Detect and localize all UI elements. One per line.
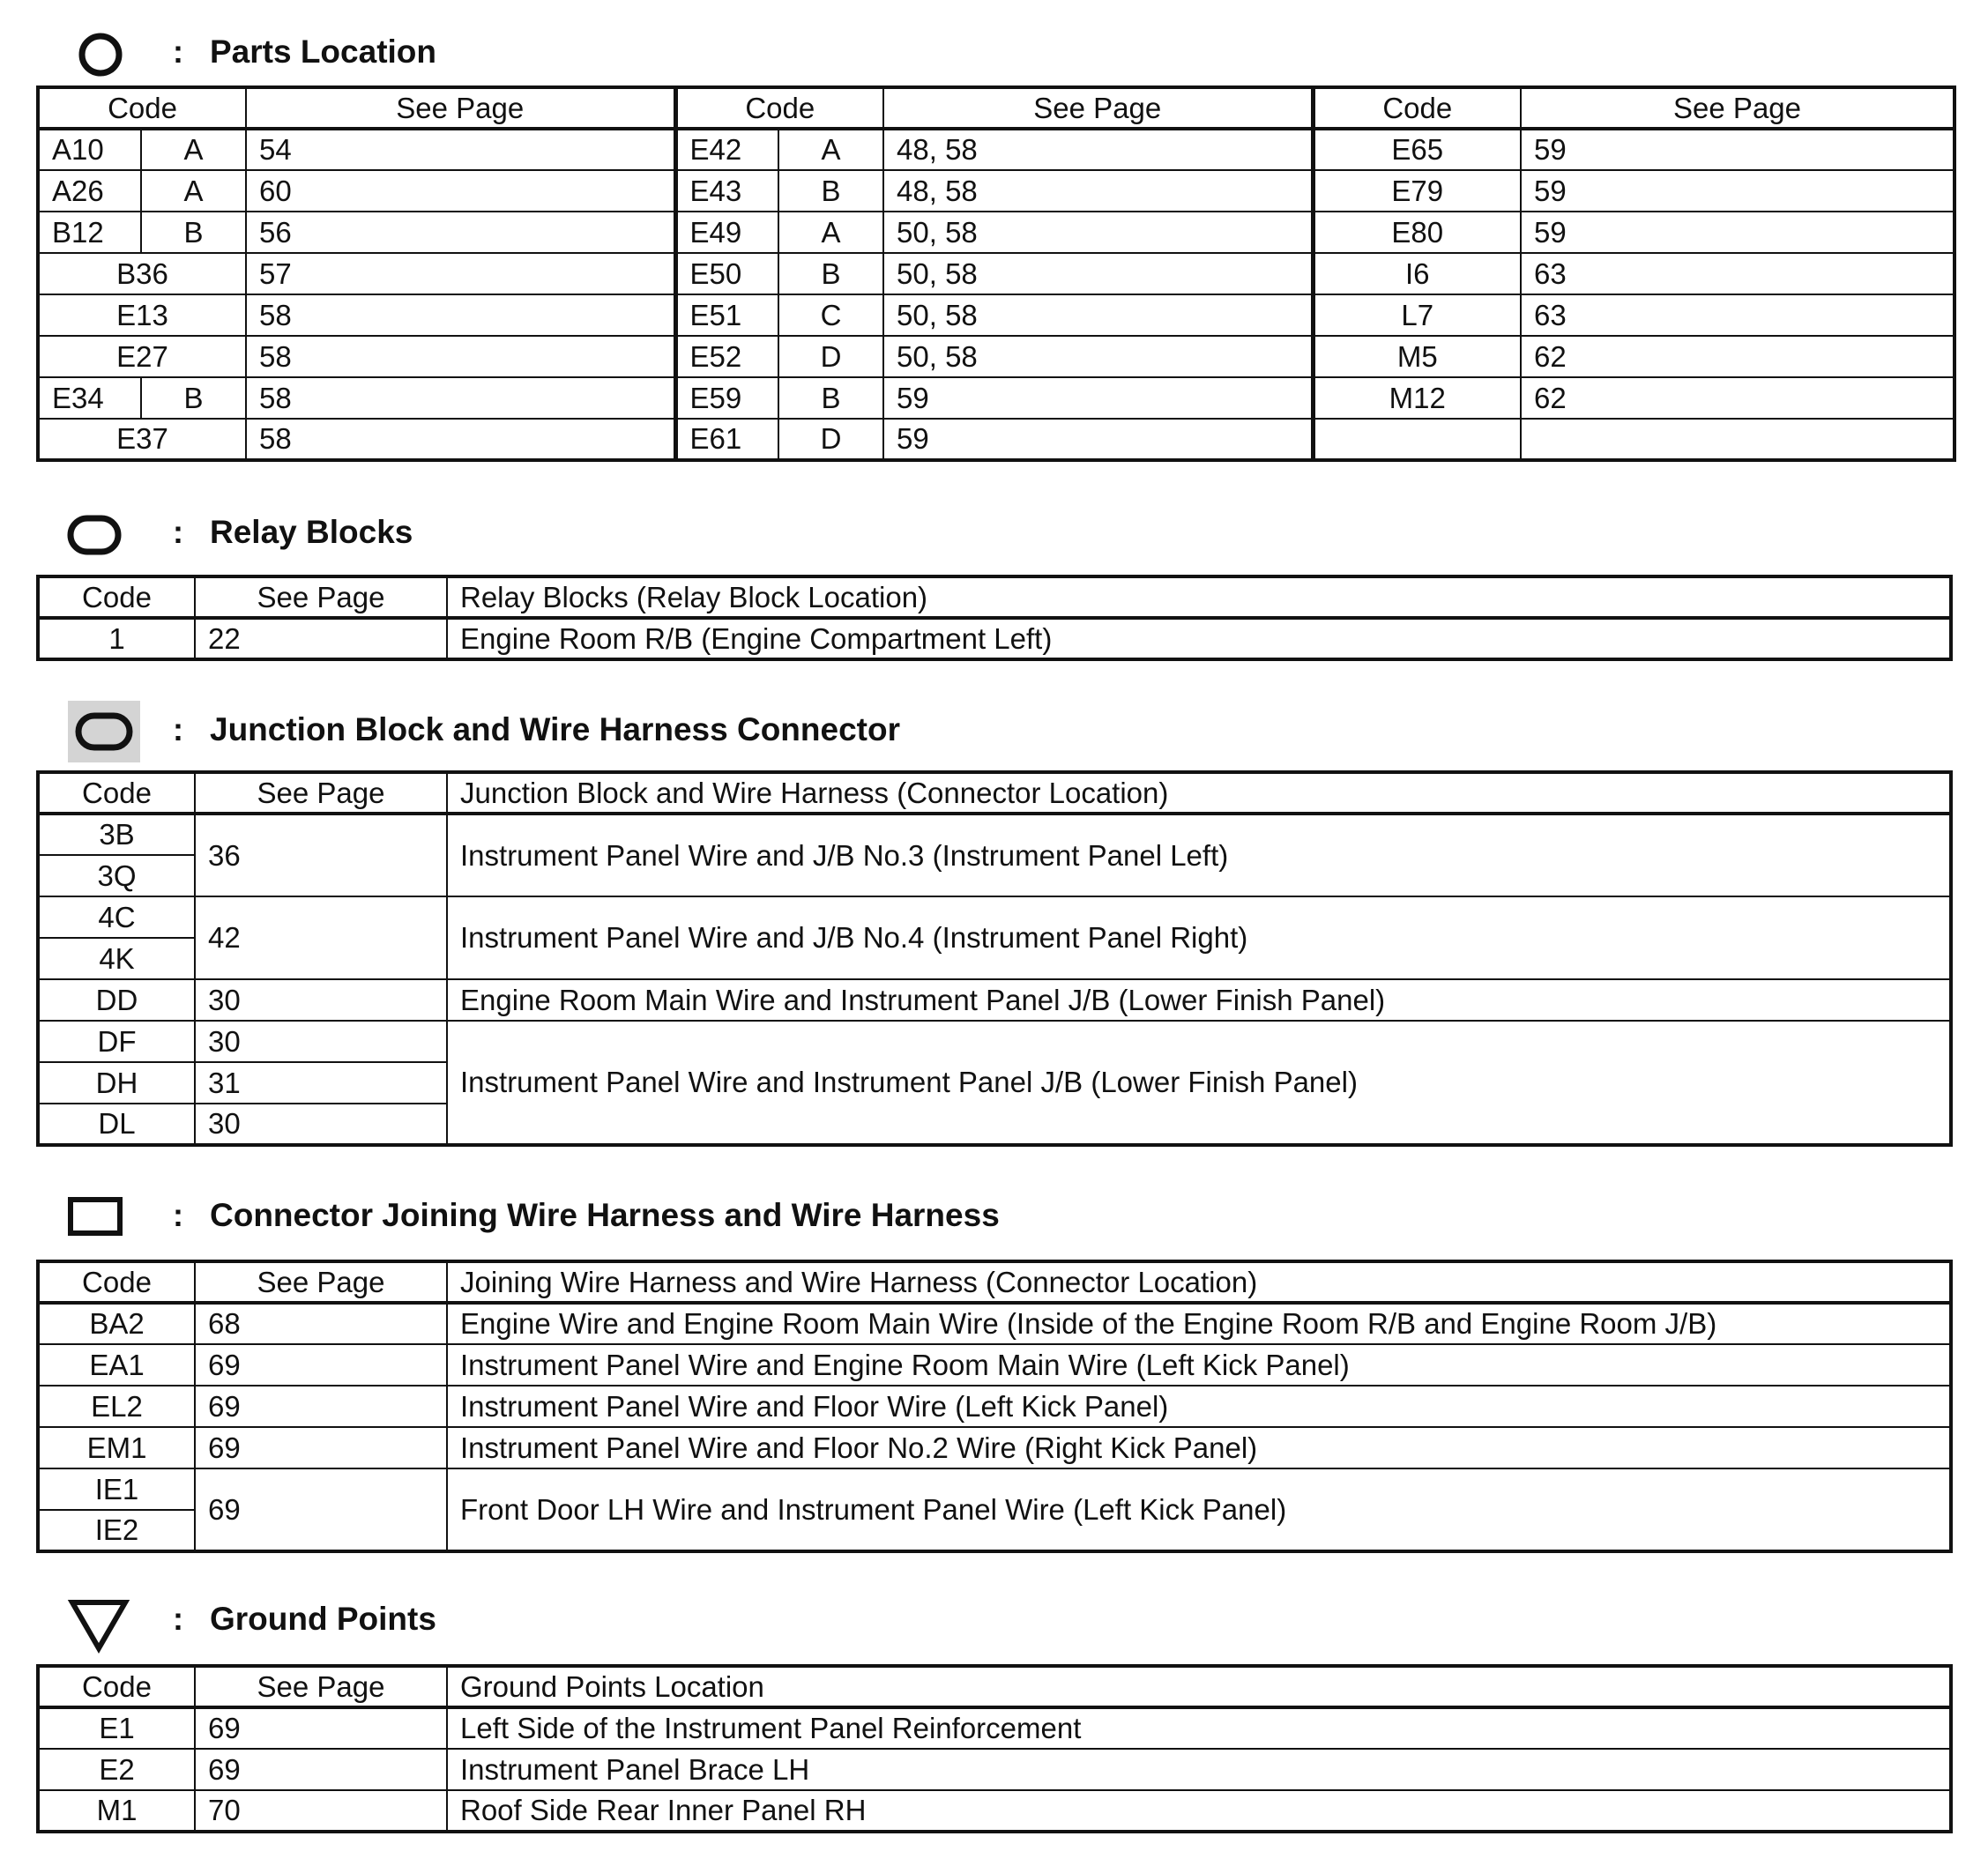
header-code: Code <box>38 772 195 814</box>
sub-cell: A <box>778 129 883 170</box>
code-cell: EA1 <box>38 1344 195 1386</box>
code-cell: B36 <box>38 253 246 294</box>
relay-blocks-table <box>36 575 1953 661</box>
table-row <box>38 896 1951 938</box>
description-cell: Engine Room R/B (Engine Compartment Left) <box>447 618 1951 659</box>
circle-icon <box>76 30 125 79</box>
code-cell: E65 <box>1313 129 1521 170</box>
code-cell: E34 <box>38 377 141 419</box>
connector-joining-header <box>0 1190 1988 1243</box>
code-cell <box>1313 419 1521 460</box>
page-cell: 48, 58 <box>883 170 1313 212</box>
page-cell: 58 <box>246 336 675 377</box>
section-title: Ground Points <box>210 1601 436 1637</box>
description-cell: Front Door LH Wire and Instrument Panel Wire (Left Kick Panel) <box>447 1468 1951 1551</box>
table-row <box>38 979 1951 1021</box>
page-cell: 69 <box>195 1427 447 1468</box>
page-cell: 58 <box>246 377 675 419</box>
page-cell: 42 <box>195 896 447 979</box>
description-cell: Instrument Panel Wire and Engine Room Main Wire (Left Kick Panel) <box>447 1344 1951 1386</box>
page-cell: 69 <box>195 1468 447 1551</box>
square-icon <box>67 1195 125 1239</box>
page-cell: 69 <box>195 1344 447 1386</box>
section-colon: : <box>173 33 183 70</box>
code-cell: E61 <box>675 419 778 460</box>
page-cell <box>1521 419 1954 460</box>
page-cell: 63 <box>1521 294 1954 336</box>
page-cell: 63 <box>1521 253 1954 294</box>
header-code: Code <box>38 1666 195 1707</box>
code-cell: M1 <box>38 1790 195 1832</box>
description-cell: Instrument Panel Wire and Floor No.2 Wire (Right Kick Panel) <box>447 1427 1951 1468</box>
header-see-page: See Page <box>195 1261 447 1303</box>
description-cell: Instrument Panel Wire and Instrument Panel J/B (Lower Finish Panel) <box>447 1021 1951 1145</box>
page-cell: 59 <box>883 419 1313 460</box>
code-cell: DF <box>38 1021 195 1062</box>
table-row <box>38 170 1954 212</box>
code-cell: 4C <box>38 896 195 938</box>
code-cell: 3Q <box>38 855 195 896</box>
code-cell: M12 <box>1313 377 1521 419</box>
code-cell: BA2 <box>38 1303 195 1344</box>
code-cell: 4K <box>38 938 195 979</box>
table-row <box>38 1790 1951 1832</box>
table-row <box>38 212 1954 253</box>
header-code: Code <box>1313 87 1521 129</box>
header-description: Junction Block and Wire Harness (Connector Location) <box>447 772 1951 814</box>
code-cell: E37 <box>38 419 246 460</box>
code-cell: E51 <box>675 294 778 336</box>
code-cell: 1 <box>38 618 195 659</box>
junction-block-header <box>0 701 1988 754</box>
header-see-page: See Page <box>195 772 447 814</box>
table-row <box>38 419 1954 460</box>
page-cell: 48, 58 <box>883 129 1313 170</box>
description-cell: Instrument Panel Brace LH <box>447 1749 1951 1790</box>
page-cell: 54 <box>246 129 675 170</box>
section-colon: : <box>173 711 183 747</box>
table-row <box>38 377 1954 419</box>
code-cell: E13 <box>38 294 246 336</box>
sub-cell: B <box>778 377 883 419</box>
description-cell: Engine Room Main Wire and Instrument Panel J/B (Lower Finish Panel) <box>447 979 1951 1021</box>
connector-joining-table <box>36 1260 1953 1553</box>
code-cell: E80 <box>1313 212 1521 253</box>
page-cell: 69 <box>195 1707 447 1749</box>
table-row <box>38 1749 1951 1790</box>
ground-points-table <box>36 1664 1953 1833</box>
header-code: Code <box>675 87 883 129</box>
sub-cell: A <box>141 129 246 170</box>
code-cell: E59 <box>675 377 778 419</box>
table-row <box>38 1707 1951 1749</box>
page-cell: 30 <box>195 1104 447 1145</box>
code-cell: DL <box>38 1104 195 1145</box>
code-cell: DH <box>38 1062 195 1104</box>
page-cell: 59 <box>1521 212 1954 253</box>
description-cell: Left Side of the Instrument Panel Reinforcement <box>447 1707 1951 1749</box>
header-description: Ground Points Location <box>447 1666 1951 1707</box>
page-cell: 58 <box>246 294 675 336</box>
header-description: Relay Blocks (Relay Block Location) <box>447 576 1951 618</box>
code-cell: E52 <box>675 336 778 377</box>
section-title: Relay Blocks <box>210 514 413 550</box>
header-see-page: See Page <box>195 576 447 618</box>
page-cell: 70 <box>195 1790 447 1832</box>
table-row <box>38 1344 1951 1386</box>
code-cell: B12 <box>38 212 141 253</box>
page-cell: 57 <box>246 253 675 294</box>
page-cell: 56 <box>246 212 675 253</box>
sub-cell: B <box>141 212 246 253</box>
description-cell: Roof Side Rear Inner Panel RH <box>447 1790 1951 1832</box>
page-cell: 59 <box>1521 170 1954 212</box>
page-cell: 30 <box>195 1021 447 1062</box>
sub-cell: B <box>141 377 246 419</box>
section-title: Connector Joining Wire Harness and Wire Harness <box>210 1197 1000 1233</box>
table-row <box>38 294 1954 336</box>
relay-blocks-header <box>0 507 1988 560</box>
header-see-page: See Page <box>195 1666 447 1707</box>
code-cell: E42 <box>675 129 778 170</box>
header-see-page: See Page <box>883 87 1313 129</box>
table-row <box>38 814 1951 855</box>
description-cell: Instrument Panel Wire and J/B No.4 (Instrument Panel Right) <box>447 896 1951 979</box>
parts-location-header <box>0 26 1988 79</box>
page-cell: 62 <box>1521 336 1954 377</box>
code-cell: 3B <box>38 814 195 855</box>
section-colon: : <box>173 1197 183 1233</box>
sub-cell: D <box>778 336 883 377</box>
code-cell: E79 <box>1313 170 1521 212</box>
code-cell: E49 <box>675 212 778 253</box>
page-cell: 31 <box>195 1062 447 1104</box>
page-cell: 22 <box>195 618 447 659</box>
header-code: Code <box>38 1261 195 1303</box>
page-cell: 59 <box>1521 129 1954 170</box>
table-row <box>38 1021 1951 1062</box>
page-cell: 59 <box>883 377 1313 419</box>
table-row <box>38 1468 1951 1510</box>
code-cell: I6 <box>1313 253 1521 294</box>
section-colon: : <box>173 514 183 550</box>
description-cell: Instrument Panel Wire and Floor Wire (Left Kick Panel) <box>447 1386 1951 1427</box>
page-cell: 60 <box>246 170 675 212</box>
sub-cell: A <box>141 170 246 212</box>
section-title: Junction Block and Wire Harness Connector <box>210 711 900 747</box>
page-cell: 36 <box>195 814 447 896</box>
page-cell: 50, 58 <box>883 253 1313 294</box>
code-cell: IE1 <box>38 1468 195 1510</box>
sub-cell: B <box>778 253 883 294</box>
code-cell: E1 <box>38 1707 195 1749</box>
code-cell: DD <box>38 979 195 1021</box>
page-cell: 69 <box>195 1749 447 1790</box>
page-cell: 69 <box>195 1386 447 1427</box>
code-cell: A10 <box>38 129 141 170</box>
code-cell: E43 <box>675 170 778 212</box>
description-cell: Engine Wire and Engine Room Main Wire (Inside of the Engine Room R/B and Engine Room J/B) <box>447 1303 1951 1344</box>
header-description: Joining Wire Harness and Wire Harness (Connector Location) <box>447 1261 1951 1303</box>
sub-cell: D <box>778 419 883 460</box>
ground-points-header <box>0 1594 1988 1647</box>
parts-location-table <box>36 85 1956 462</box>
section-colon: : <box>173 1601 183 1637</box>
shaded-rounded-rect-icon <box>72 710 136 754</box>
table-row <box>38 1427 1951 1468</box>
code-cell: IE2 <box>38 1510 195 1551</box>
triangle-icon <box>67 1595 130 1654</box>
header-see-page: See Page <box>246 87 675 129</box>
page-cell: 62 <box>1521 377 1954 419</box>
code-cell: A26 <box>38 170 141 212</box>
code-cell: E27 <box>38 336 246 377</box>
table-row <box>38 253 1954 294</box>
table-row <box>38 1386 1951 1427</box>
page-cell: 50, 58 <box>883 294 1313 336</box>
page-cell: 50, 58 <box>883 212 1313 253</box>
table-row <box>38 336 1954 377</box>
code-cell: L7 <box>1313 294 1521 336</box>
table-row <box>38 129 1954 170</box>
table-row <box>38 1303 1951 1344</box>
code-cell: E50 <box>675 253 778 294</box>
table-row <box>38 618 1951 659</box>
sub-cell: B <box>778 170 883 212</box>
code-cell: E2 <box>38 1749 195 1790</box>
code-cell: EM1 <box>38 1427 195 1468</box>
rounded-rect-icon <box>67 514 123 556</box>
page-cell: 68 <box>195 1303 447 1344</box>
page-cell: 58 <box>246 419 675 460</box>
page-cell: 50, 58 <box>883 336 1313 377</box>
header-see-page: See Page <box>1521 87 1954 129</box>
code-cell: EL2 <box>38 1386 195 1427</box>
sub-cell: C <box>778 294 883 336</box>
header-code: Code <box>38 576 195 618</box>
sub-cell: A <box>778 212 883 253</box>
description-cell: Instrument Panel Wire and J/B No.3 (Instrument Panel Left) <box>447 814 1951 896</box>
header-code: Code <box>38 87 246 129</box>
section-title: Parts Location <box>210 33 436 70</box>
code-cell: M5 <box>1313 336 1521 377</box>
junction-block-table <box>36 770 1953 1147</box>
page-cell: 30 <box>195 979 447 1021</box>
